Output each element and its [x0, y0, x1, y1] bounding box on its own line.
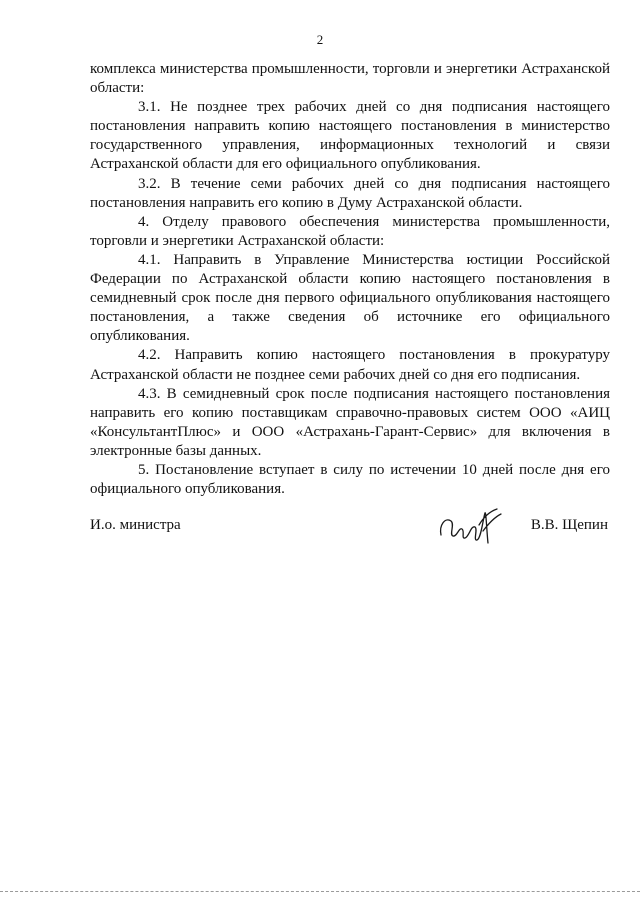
signatory-title: И.о. министра: [90, 517, 181, 533]
paragraph-3-1: 3.1. Не позднее трех рабочих дней со дня подписания настоящего постановления направить копию настоящего постановления в министерство государственного управления, информационных технологий и связи Астраханской области для его официального опубликования.: [90, 99, 610, 173]
paragraph-4: 4. Отделу правового обеспечения министерства промышленности, торговли и энергетики Астраханской области:: [90, 213, 610, 249]
document-body: [90, 60, 610, 499]
paragraph-3-2: 3.2. В течение семи рабочих дней со дня подписания настоящего постановления направить его копию в Думу Астраханской области.: [90, 175, 610, 211]
paragraph-4-2: 4.2. Направить копию настоящего постановления в прокуратуру Астраханской области не позднее семи рабочих дней со дня его подписания.: [90, 347, 610, 383]
paragraph-4-3: 4.3. В семидневный срок после подписания настоящего постановления направить его копию поставщикам справочно-правовых систем ООО «АИЦ «КонсультантПлюс» и ООО «Астрахань-Гарант-Сервис» для включения в электронные базы данных.: [90, 385, 610, 459]
paragraph-intro: комплекса министерства промышленности, торговли и энергетики Астраханской области:: [90, 61, 610, 97]
paragraph-5: 5. Постановление вступает в силу по истечении 10 дней после дня его официального опубликования.: [90, 461, 610, 498]
handwritten-signature-icon: [435, 505, 505, 547]
signatory-name: В.В. Щепин: [530, 517, 608, 533]
page-bottom-rule: [0, 891, 640, 892]
page-number: 2: [316, 32, 324, 47]
paragraph-4-1: 4.1. Направить в Управление Министерства юстиции Российской Федерации по Астраханской области копию настоящего постановления в семидневный срок после дня первого официального опубликования настоящего постановления, а также сведения об источнике его официального опубликования.: [90, 251, 610, 345]
signature-block: [90, 505, 610, 555]
